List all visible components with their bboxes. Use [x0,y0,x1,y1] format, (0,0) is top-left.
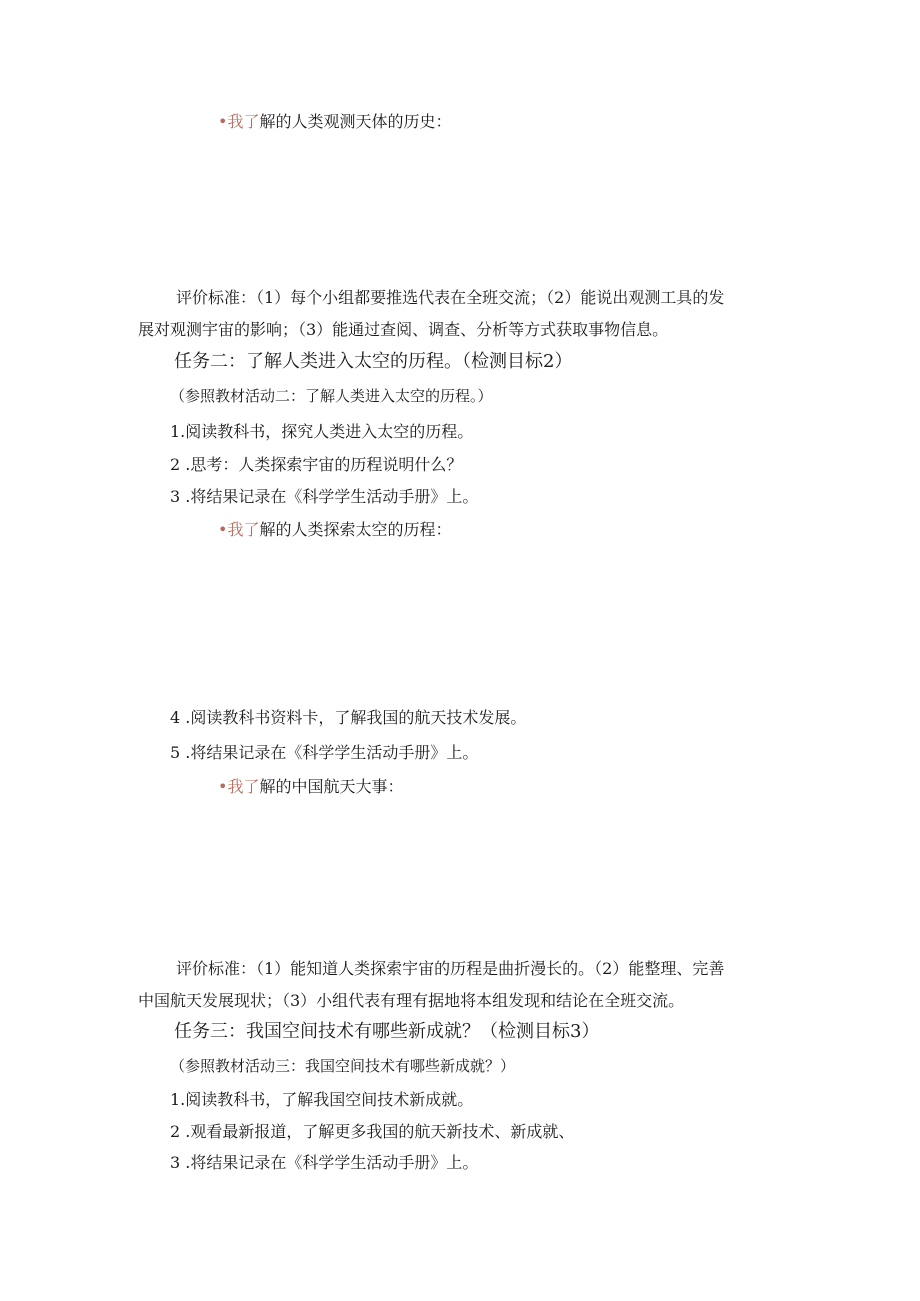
task-2-title: 任务二：了解人类进入太空的历程。（检测目标2） [174,351,573,372]
prompt-text: 解的人类观测天体的历史： [259,112,452,131]
criteria-1-line-2: 展对观测宇宙的影响；（3）能通过查阅、调查、分析等方式获取事物信息。 [138,320,669,339]
task-3-step-2: 2 .观看最新报道，了解更多我国的航天新技术、新成就、 [170,1122,575,1141]
prompt-china-aerospace [218,777,403,797]
task-2-reference: （参照教材活动二：了解人类进入太空的历程。） [170,387,493,405]
criteria-1-line-1: 评价标准：（1）每个小组都要推选代表在全班交流；（2）能说出观测工具的发 [176,288,725,307]
task-3-step-1: 1.阅读教科书，了解我国空间技术新成就。 [170,1090,474,1109]
prompt-marker: •我了 [218,520,260,539]
task-3-title: 任务三：我国空间技术有哪些新成就？（检测目标3） [174,1021,600,1042]
task-2-step-2: 2 .思考：人类探索宇宙的历程说明什么？ [170,455,463,474]
task-3-step-3: 3 .将结果记录在《科学学生活动手册》上。 [170,1153,479,1172]
criteria-2-line-2: 中国航天发展现状；（3）小组代表有理有据地将本组发现和结论在全班交流。 [138,991,685,1010]
prompt-text: 解的人类探索太空的历程： [259,520,452,539]
prompt-text: 解的中国航天大事： [259,777,404,796]
task-2-step-3: 3 .将结果记录在《科学学生活动手册》上。 [170,487,479,506]
criteria-2-line-1: 评价标准：（1）能知道人类探索宇宙的历程是曲折漫长的。（2）能整理、完善 [176,959,725,978]
prompt-marker: •我了 [218,777,260,796]
task-2-step-1: 1.阅读教科书，探究人类进入太空的历程。 [170,422,474,441]
task-2-step-4: 4 .阅读教科书资料卡，了解我国的航天技术发展。 [170,708,527,727]
task-2-step-5: 5 .将结果记录在《科学学生活动手册》上。 [170,743,479,762]
task-3-reference: （参照教材活动三：我国空间技术有哪些新成就？） [170,1057,516,1075]
prompt-explore-space [218,520,451,540]
prompt-observe-history [218,112,451,132]
prompt-marker: •我了 [218,112,260,131]
